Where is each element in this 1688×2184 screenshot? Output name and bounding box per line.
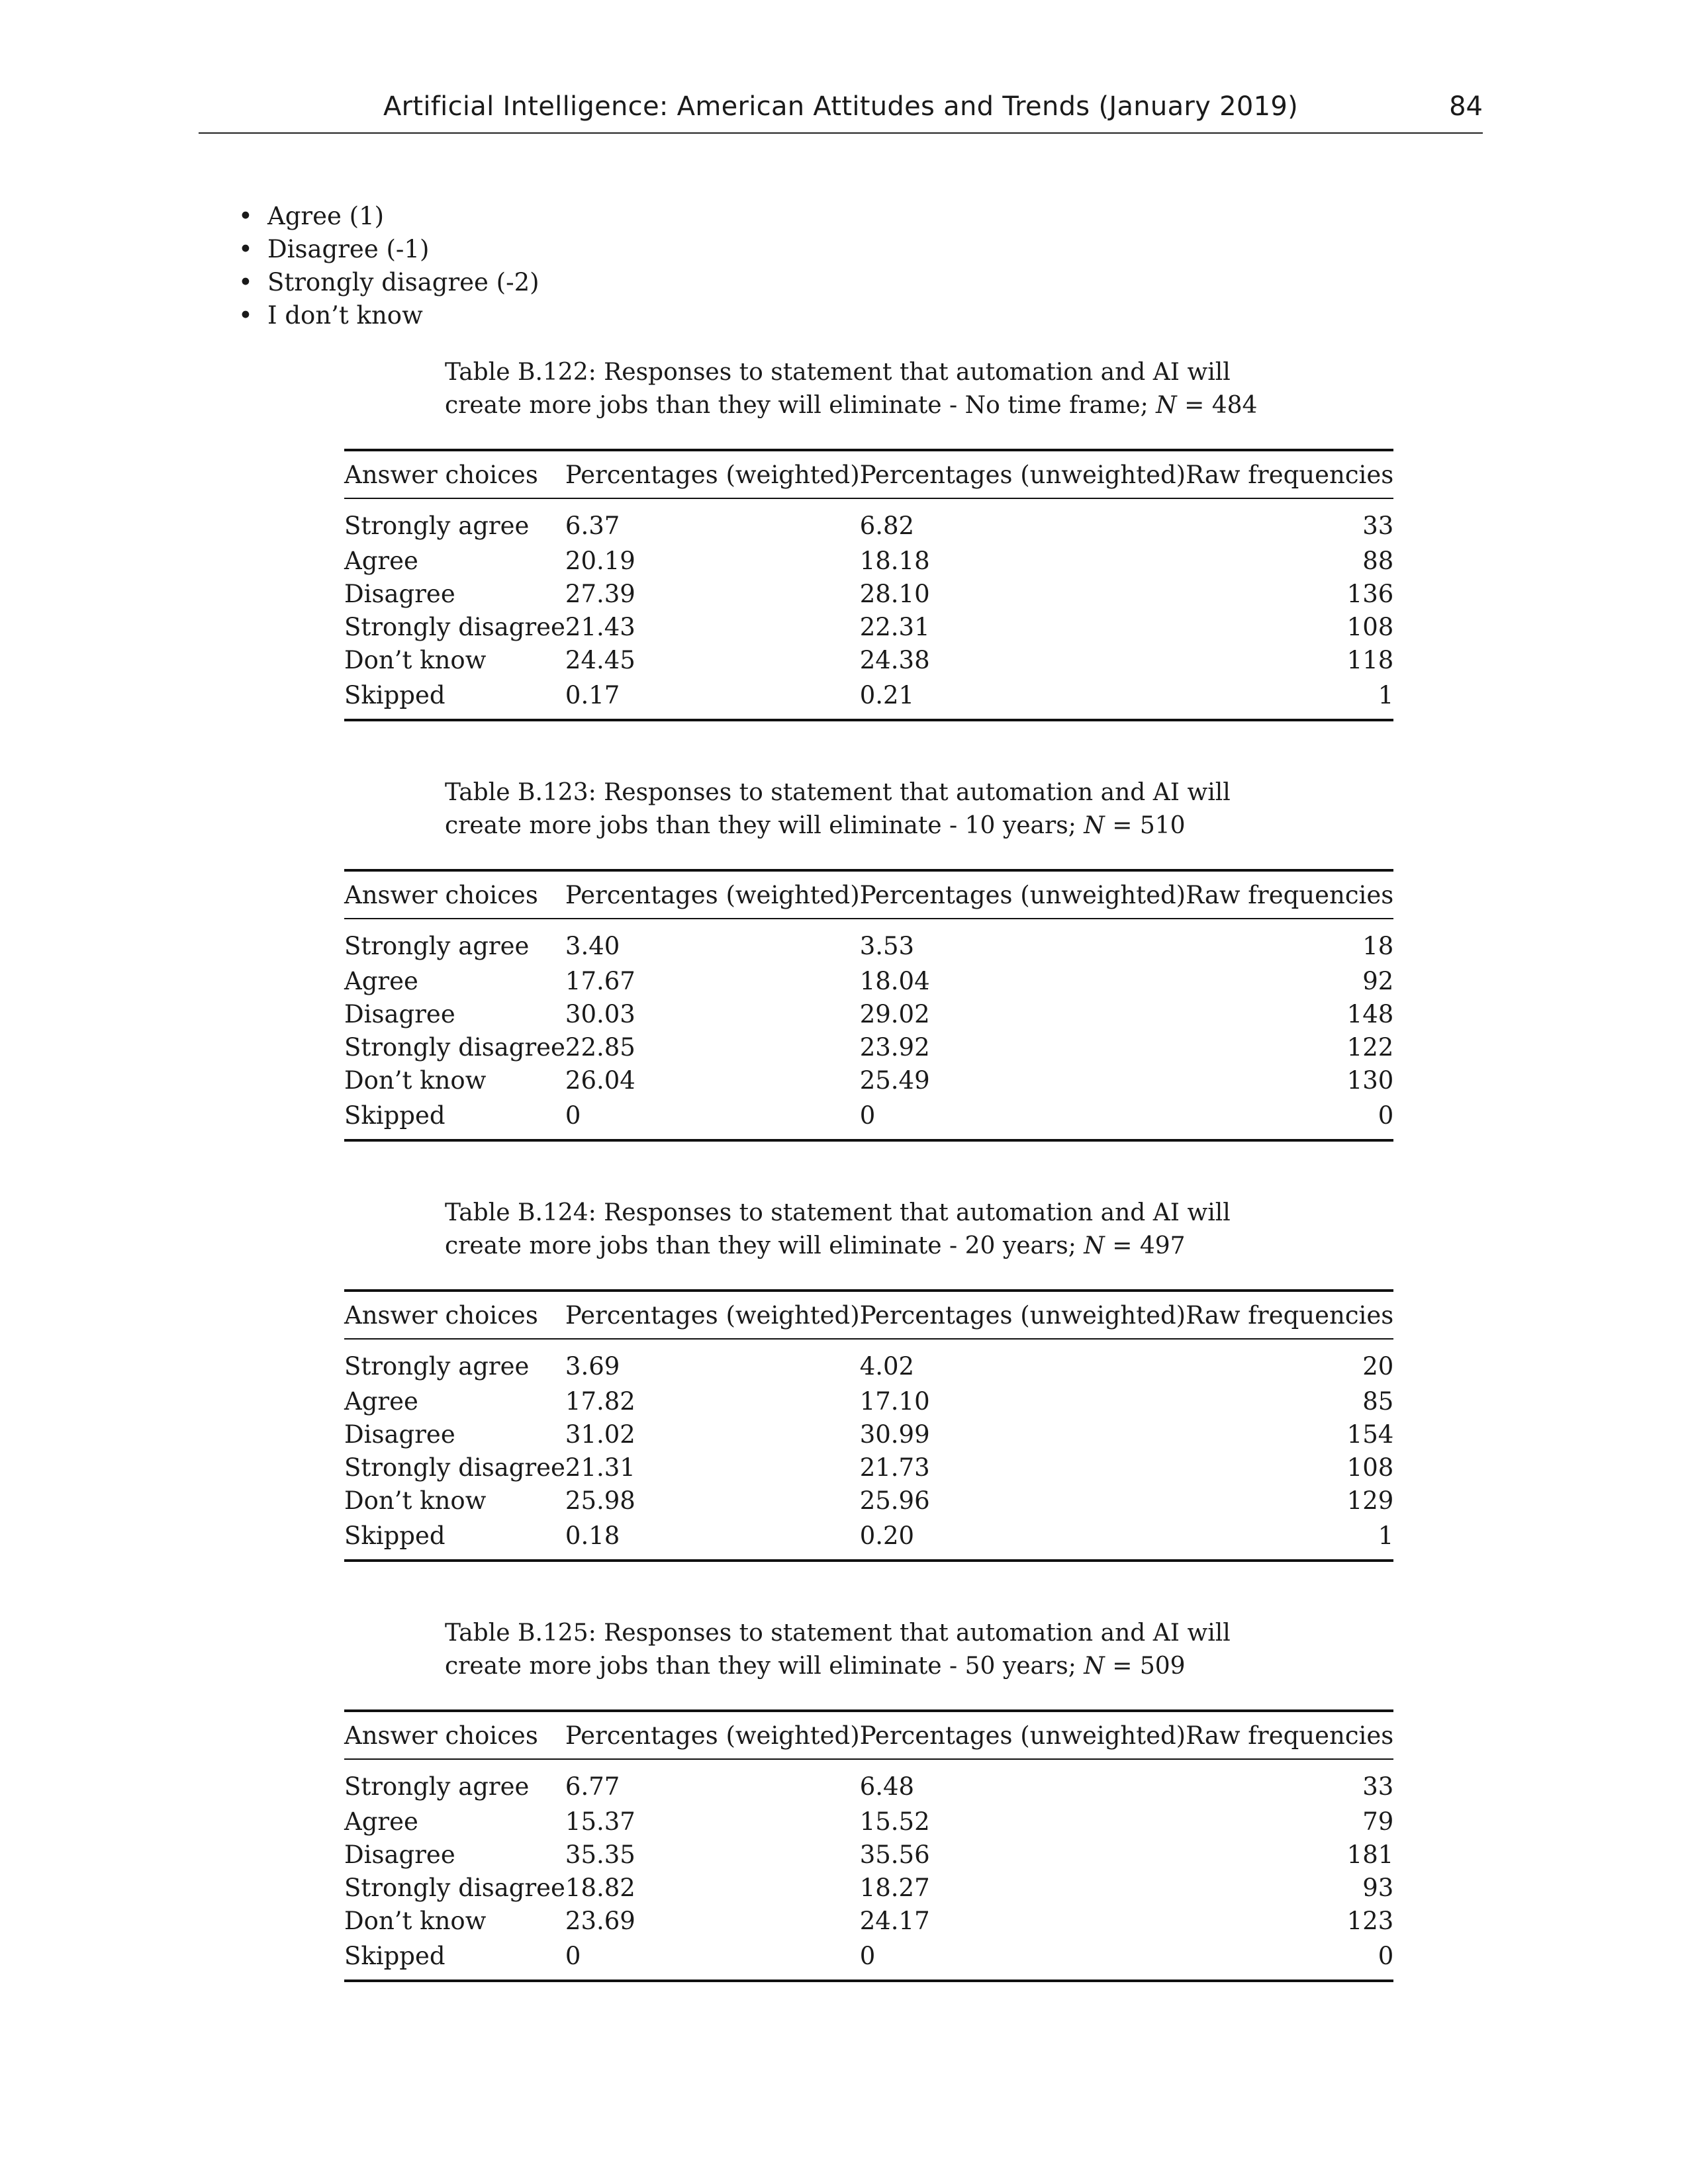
table-cell: 17.67 [565,966,635,995]
table-cell: 35.35 [565,1840,635,1869]
table-row [344,1418,1393,1451]
column-header: Answer choices [344,1291,565,1339]
table-cell: Don’t know [344,1486,487,1515]
table-cell: 3.69 [565,1351,620,1381]
table-row [344,1064,1393,1097]
bullet-item: • Strongly disagree (-2) [233,266,539,299]
table-caption [445,776,1259,842]
table-cell: 22.85 [565,1032,635,1062]
table-cell: Strongly agree [344,931,530,960]
table-cell: Disagree [344,1420,455,1449]
caption-text: Table B.125: Responses to statement that automation and AI will create more jobs than they will eliminate - 50 years; [445,1619,1231,1680]
response-table [344,1289,1393,1562]
table-cell: 24.45 [565,645,635,674]
table-cell: Strongly disagree [344,1032,565,1062]
table-cell: 23.69 [565,1906,635,1935]
table-cell: 30.03 [565,999,635,1028]
table-cell: 79 [1362,1807,1394,1836]
table-cell: 0 [860,1937,1186,1981]
sample-size-value: = 484 [1176,392,1258,419]
column-header: Percentages (weighted) [565,1711,860,1759]
table-row [344,1517,1393,1561]
table-row [344,964,1393,997]
table-row [344,919,1393,964]
table-cell: 88 [1362,546,1394,575]
table-cell: Strongly agree [344,511,530,540]
table-row [344,577,1393,610]
table-cell: 29.02 [859,999,930,1028]
table-header-row [344,450,1393,498]
sample-size-value: = 497 [1104,1232,1186,1259]
table-cell: Strongly disagree [344,1453,565,1482]
column-header: Percentages (unweighted) [860,870,1186,919]
table-cell: Skipped [344,676,565,720]
table-cell: 0 [1186,1097,1393,1140]
table-block [344,776,1394,1142]
table-row [344,1451,1393,1484]
sample-size-symbol: N [1084,812,1105,839]
table-cell: Disagree [344,579,455,608]
response-table [344,449,1393,721]
table-cell: 33 [1362,1772,1394,1801]
table-cell: 154 [1346,1420,1394,1449]
table-header-row [344,1711,1393,1759]
table-cell: 33 [1362,511,1394,540]
column-header: Percentages (weighted) [565,1291,860,1339]
table-cell: 18.04 [859,966,930,995]
table-cell: 30.99 [859,1420,930,1449]
table-cell: 6.82 [859,511,915,540]
table-row [344,1871,1393,1904]
table-cell: Skipped [344,1097,565,1140]
table-cell: 92 [1362,966,1394,995]
table-cell: 0 [1186,1937,1393,1981]
table-cell: 0 [860,1097,1186,1140]
sample-size-symbol: N [1084,1232,1105,1259]
table-cell: 20.19 [565,546,635,575]
table-cell: 136 [1346,579,1394,608]
table-row [344,1904,1393,1937]
caption-text: Table B.124: Responses to statement that automation and AI will create more jobs than they will eliminate - 20 years; [445,1199,1231,1259]
table-cell: 181 [1346,1840,1394,1869]
page-number: 84 [1449,91,1483,122]
table-cell: Strongly agree [344,1351,530,1381]
sample-size-value: = 509 [1104,1653,1186,1680]
table-cell: 129 [1346,1486,1394,1515]
bullet-list [233,200,539,332]
table-cell: 6.77 [565,1772,620,1801]
table-cell: 24.17 [859,1906,930,1935]
sample-size-symbol: N [1084,1653,1105,1680]
table-cell: 0.17 [565,676,860,720]
table-cell: 85 [1362,1387,1394,1416]
table-cell: 1 [1186,676,1393,720]
column-header: Raw frequencies [1186,1711,1393,1759]
table-cell: 130 [1346,1066,1394,1095]
table-cell: Agree [344,1387,418,1416]
table-cell: Strongly agree [344,1772,530,1801]
table-cell: 148 [1346,999,1394,1028]
table-row [344,1759,1393,1805]
table-cell: 17.82 [565,1387,635,1416]
table-row [344,676,1393,720]
table-cell: 122 [1346,1032,1394,1062]
table-cell: Strongly disagree [344,612,565,641]
table-cell: 21.43 [565,612,635,641]
caption-text: Table B.122: Responses to statement that automation and AI will create more jobs than they will eliminate - No time frame; [445,359,1231,419]
column-header: Percentages (weighted) [565,870,860,919]
table-cell: 18 [1362,931,1394,960]
table-cell: 0.20 [860,1517,1186,1561]
table-cell: 28.10 [859,579,930,608]
caption-text: Table B.123: Responses to statement that automation and AI will create more jobs than they will eliminate - 10 years; [445,779,1231,839]
table-row [344,1385,1393,1418]
table-caption [445,1617,1259,1683]
column-header: Percentages (weighted) [565,450,860,498]
table-cell: 118 [1346,645,1394,674]
table-caption [445,1197,1259,1263]
table-cell: 108 [1346,612,1394,641]
table-cell: 27.39 [565,579,635,608]
table-cell: 21.73 [859,1453,930,1482]
column-header: Percentages (unweighted) [860,450,1186,498]
table-cell: 31.02 [565,1420,635,1449]
table-cell: 0.18 [565,1517,860,1561]
table-row [344,643,1393,676]
table-row [344,1339,1393,1385]
table-cell: 0.21 [860,676,1186,720]
bullet-item: • Agree (1) [233,200,539,233]
table-block [344,1197,1394,1562]
table-cell: 3.53 [859,931,915,960]
page-title: Artificial Intelligence: American Attitudes and Trends (January 2019) [383,91,1299,122]
sample-size-value: = 510 [1104,812,1186,839]
table-cell: Disagree [344,999,455,1028]
column-header: Raw frequencies [1186,870,1393,919]
table-cell: 26.04 [565,1066,635,1095]
column-header: Raw frequencies [1186,450,1393,498]
table-row [344,1030,1393,1064]
table-cell: 1 [1186,1517,1393,1561]
table-cell: 3.40 [565,931,620,960]
table-row [344,610,1393,643]
table-cell: Skipped [344,1517,565,1561]
sample-size-symbol: N [1156,392,1177,419]
table-block [344,1617,1394,1982]
table-cell: 20 [1362,1351,1394,1381]
table-block [344,356,1394,721]
table-cell: 24.38 [859,645,930,674]
table-cell: 0 [565,1937,860,1981]
table-row [344,544,1393,577]
column-header: Raw frequencies [1186,1291,1393,1339]
table-cell: Don’t know [344,1906,487,1935]
table-cell: 21.31 [565,1453,635,1482]
table-cell: 108 [1346,1453,1394,1482]
column-header: Answer choices [344,1711,565,1759]
table-cell: 22.31 [859,612,930,641]
table-cell: 6.48 [859,1772,915,1801]
table-cell: 25.49 [859,1066,930,1095]
table-cell: 93 [1362,1873,1394,1902]
table-row [344,1097,1393,1140]
table-cell: Strongly disagree [344,1873,565,1902]
bullet-item: • I don’t know [233,299,539,332]
table-row [344,1805,1393,1838]
table-cell: Agree [344,546,418,575]
table-row [344,1484,1393,1517]
table-cell: 15.52 [859,1807,930,1836]
bullet-item: • Disagree (-1) [233,233,539,266]
table-cell: Skipped [344,1937,565,1981]
column-header: Answer choices [344,870,565,919]
table-row [344,1937,1393,1981]
table-cell: 25.98 [565,1486,635,1515]
table-cell: 17.10 [859,1387,930,1416]
table-cell: Don’t know [344,645,487,674]
response-table [344,869,1393,1142]
running-header [199,91,1483,134]
table-header-row [344,870,1393,919]
table-cell: 18.27 [859,1873,930,1902]
table-cell: Agree [344,966,418,995]
table-cell: 15.37 [565,1807,635,1836]
column-header: Answer choices [344,450,565,498]
column-header: Percentages (unweighted) [860,1291,1186,1339]
column-header: Percentages (unweighted) [860,1711,1186,1759]
response-table [344,1709,1393,1982]
table-cell: 6.37 [565,511,620,540]
table-cell: 18.82 [565,1873,635,1902]
table-row [344,1838,1393,1871]
table-cell: 23.92 [859,1032,930,1062]
table-cell: Agree [344,1807,418,1836]
table-cell: 18.18 [859,546,930,575]
table-cell: Don’t know [344,1066,487,1095]
table-cell: 25.96 [859,1486,930,1515]
table-cell: 4.02 [859,1351,915,1381]
table-cell: 123 [1346,1906,1394,1935]
table-cell: Disagree [344,1840,455,1869]
table-caption [445,356,1259,422]
table-header-row [344,1291,1393,1339]
table-cell: 0 [565,1097,860,1140]
table-row [344,498,1393,544]
table-row [344,997,1393,1030]
table-cell: 35.56 [859,1840,930,1869]
